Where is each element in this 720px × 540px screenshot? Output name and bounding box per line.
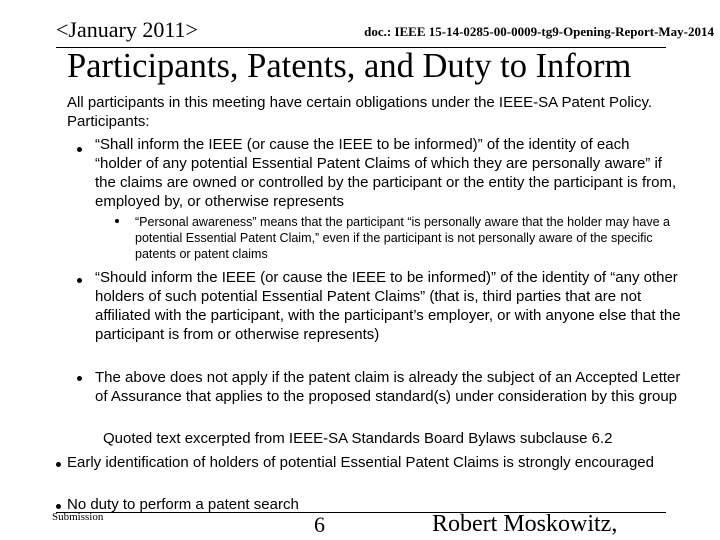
bullet-no-duty: No duty to perform a patent search — [67, 496, 299, 513]
bullet-does-not-apply: The above does not apply if the patent claim is already the subject of an Accepted Letter of Assurance that applies to the proposed standard(s) under consideration by this group — [95, 369, 681, 405]
bullet-dot — [56, 462, 61, 467]
footer-page-number: 6 — [314, 512, 325, 537]
sub-bullet-personal-awareness: “Personal awareness” means that the participant “is personally aware that the holder may have a potential Essential Patent Claim,” even if the participant is not personally aware of the specific patents or patent claims — [135, 215, 671, 261]
intro-paragraph: All participants in this meeting have certain obligations under the IEEE-SA Patent Policy. Participants: — [67, 94, 653, 130]
bullet-should-inform: “Should inform the IEEE (or cause the IEEE to be informed)” of the identity of “any other holders of such potential Essential Patent Claims” (that is, third parties that are not affiliated with the participant, with the participant’s employer, or with anyone else that the participant is from or otherwise represents) — [95, 269, 681, 343]
bullet-dot — [77, 147, 82, 152]
header-doc-id: doc.: IEEE 15-14-0285-00-0009-tg9-Opening-Report-May-2014 — [364, 24, 714, 39]
footer-author: Robert Moskowitz, — [432, 511, 618, 537]
slide-title: Participants, Patents, and Duty to Inform — [67, 47, 632, 85]
bullet-dot — [77, 278, 82, 283]
bullet-dot — [77, 376, 82, 381]
footer-submission: Submission — [52, 511, 104, 523]
bullet-shall-inform: “Shall inform the IEEE (or cause the IEEE to be informed)” of the identity of each “holder of any potential Essential Patent Claims of which they are personally aware” if the claims are owned or controlled by the participant or the entity the participant is from, employed by, or otherwise represents — [95, 136, 677, 210]
bullet-early-identification: Early identification of holders of potential Essential Patent Claims is strongly encouraged — [67, 454, 654, 471]
quote-source: Quoted text excerpted from IEEE-SA Standards Board Bylaws subclause 6.2 — [103, 430, 613, 447]
sub-bullet-dot — [115, 219, 119, 223]
bullet-dot — [56, 504, 61, 509]
header-date: <January 2011> — [56, 17, 198, 42]
